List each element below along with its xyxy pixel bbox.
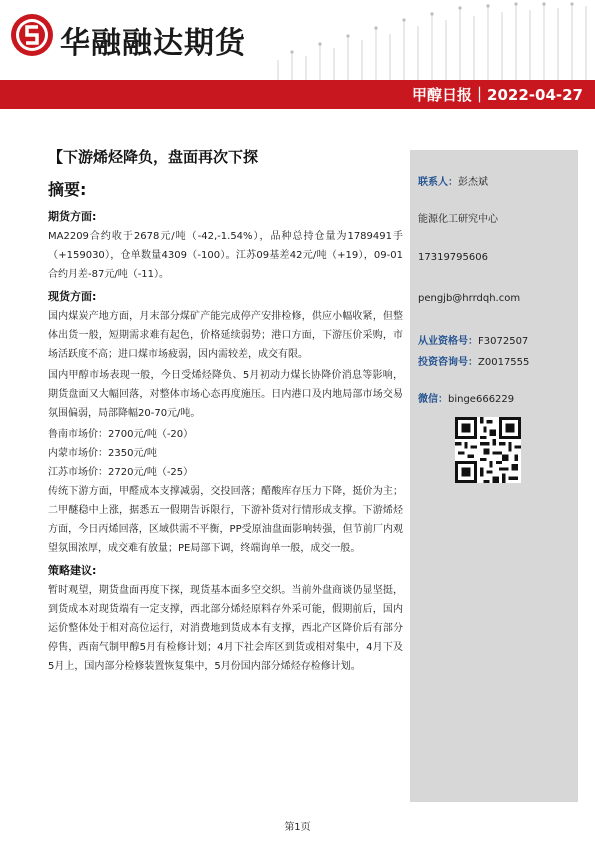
company-logo-icon [10,13,54,57]
futures-heading: 期货方面: [48,210,97,223]
contact-name: 彭杰斌 [458,177,488,188]
email[interactable]: pengjb@hrrdqh.com [418,293,521,304]
price-jiangsu: 江苏市场价：2720元/吨（-25） [48,467,194,478]
summary-heading: 摘要: [48,180,87,199]
spot-para-methanol: 国内甲醇市场表现一般，今日受烯烃降负、5月初动力煤长协降价消息等影响，期货盘面又大幅回落，对整体市场心态再度施压。日内港口及内地局部市场交易氛围偏弱，局部降幅20-70元/吨。 [48,370,403,419]
brand-name: 华融融达期货 [60,26,246,61]
futures-text: MA2209合约收于2678元/吨（-42,-1.54%），品种总持仓量为1789491手（+159030），仓单数量4309（-100）。江苏09基差42元/吨（+19），09-01合约月差-87元/吨（-11）。 [48,231,403,280]
qr-code-icon[interactable] [455,417,521,483]
contact-sidebar [410,150,578,802]
department: 能源化工研究中心 [418,214,498,225]
phone: 17319795606 [418,252,488,263]
cert-row [418,332,528,347]
report-title: 【下游烯烃降负，盘面再次下探 [48,148,259,166]
advisory-number: Z0017555 [478,357,530,368]
advisory-row [418,353,529,368]
price-lunan: 鲁南市场价：2700元/吨（-20） [48,429,194,440]
header-decoration-pattern [258,0,595,80]
wechat-row [418,390,514,405]
spot-heading: 现货方面: [48,290,97,303]
strategy-heading: 策略建议: [48,564,97,577]
cert-label: 从业资格号： [418,336,478,347]
wechat-id: binge666229 [448,394,515,405]
contact-label: 联系人： [418,177,458,188]
advisory-label: 投资咨询号： [418,357,478,368]
contact-row [418,173,488,188]
wechat-label: 微信： [418,394,448,405]
spot-para-coal: 国内煤炭产地方面，月末部分煤矿产能完成停产安排检修，供应小幅收紧，但整体出货一般，短期需求难有起色，价格延续弱势；港口方面，下游压价采购，市场活跃度不高；进口煤市场疲弱，因内需较差，成交有限。 [48,311,403,360]
price-neimeng: 内蒙市场价：2350元/吨 [48,448,157,459]
report-tag: 甲醇日报｜2022-04-27 [412,86,583,104]
cert-number: F3072507 [478,336,529,347]
spot-para-downstream: 传统下游方面，甲醛成本支撑减弱，交投回落；醋酸库存压力下降，挺价为主；二甲醚稳中上涨，据悉五一假期告诉限行，下游补货对行情形成支撑。下游烯烃方面，今日丙烯回落，区域供需不平衡，PP受原油盘面影响转强，但节前厂内观望氛围浓厚，成交难有放量；PE局部下调，终端询单一般，成交一般。 [48,486,403,554]
header-divider [0,108,595,109]
page-number: 第1页 [284,822,311,833]
report-header [0,0,595,80]
report-title-bar [0,80,595,108]
strategy-text: 暂时观望，期货盘面再度下探，现货基本面多空交织。当前外盘商谈仍显坚挺，到货成本对现货端有一定支撑，西北部分烯烃原料存外采可能，假期前后，国内运价整体处于相对高位运行，对消费地到货成本有支撑，西北产区降价后有部分停售，西南气制甲醇5月有检修计划；4月下社会库区到货或相对集中，4月下及5月上，国内部分检修装置恢复集中，5月份国内部分烯烃存检修计划。 [48,585,403,672]
main-content [48,146,403,678]
